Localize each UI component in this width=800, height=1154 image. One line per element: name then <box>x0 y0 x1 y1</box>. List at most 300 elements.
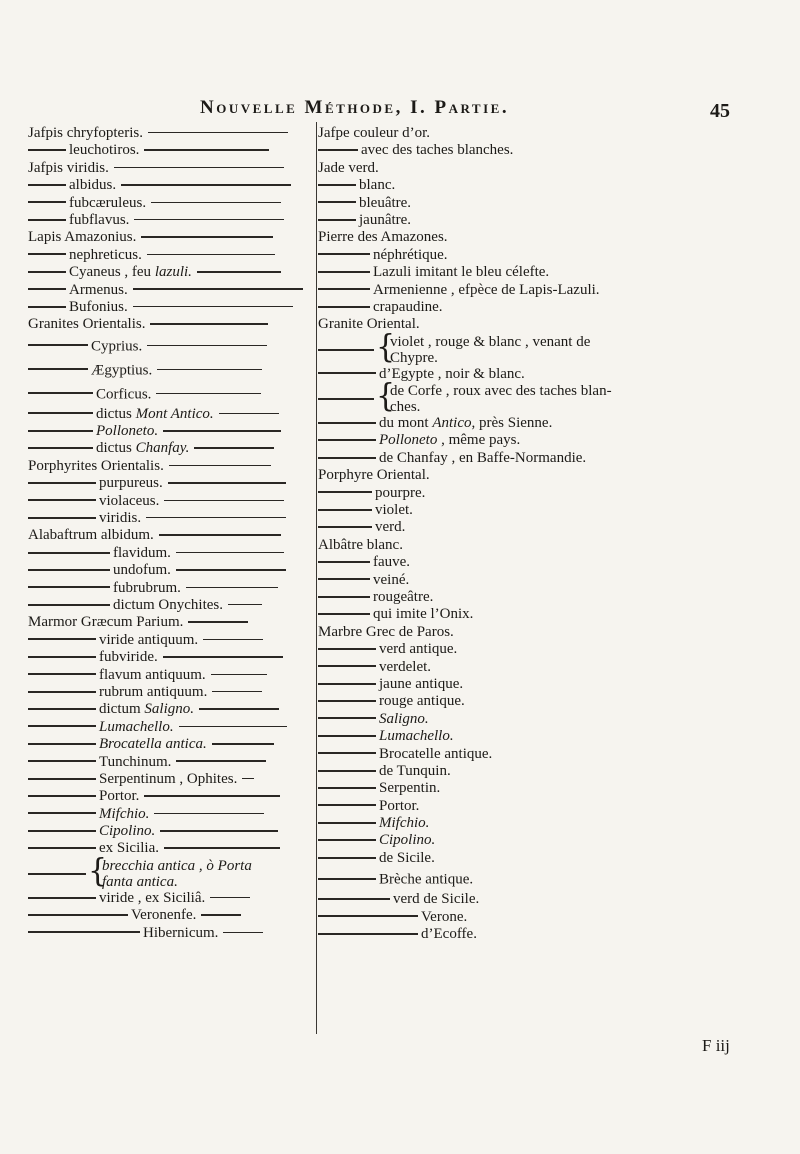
leader-rule <box>28 691 96 693</box>
entry-text: Granite Oriental. <box>318 316 420 333</box>
entry-line <box>318 693 652 710</box>
entry-line <box>318 641 652 658</box>
leader-rule <box>28 184 66 186</box>
leader-rule <box>318 933 418 935</box>
entry-text: viride , ex Siciliâ. <box>99 889 206 906</box>
dash-rule <box>210 897 250 899</box>
entry-text: Serpentin. <box>379 780 441 797</box>
entry-text: de Sicile. <box>379 849 435 866</box>
dash-rule <box>151 202 281 204</box>
leader-rule <box>28 897 96 899</box>
entry-line <box>318 177 652 194</box>
leader-rule <box>318 271 370 273</box>
leader-rule <box>318 372 376 374</box>
dash-rule <box>121 184 291 186</box>
entry-line <box>318 378 652 416</box>
entry-line <box>318 366 652 383</box>
leader-rule <box>318 288 370 290</box>
entry-text: Hibernicum. <box>143 924 219 941</box>
dash-rule <box>199 708 279 710</box>
dash-rule <box>164 847 280 849</box>
entry-text: fubrubrum. <box>113 579 181 596</box>
entry-text: Polloneto , même pays. <box>379 432 521 449</box>
entry-line <box>318 502 652 519</box>
entry-line <box>318 316 652 333</box>
leader-rule <box>318 578 370 580</box>
dash-rule <box>147 345 267 347</box>
entry-text: de Corfe , roux avec des taches blan- <box>390 383 612 400</box>
leader-rule <box>318 422 376 424</box>
leader-rule <box>318 915 418 917</box>
dash-rule <box>141 236 273 238</box>
entry-text: Marmor Græcum Parium. <box>28 614 184 631</box>
leader-rule <box>28 760 96 762</box>
leader-rule <box>318 898 390 900</box>
leader-rule <box>318 509 372 511</box>
entry-line <box>28 649 322 666</box>
entry-text: Lumachello. <box>99 718 174 735</box>
leader-rule <box>318 878 376 880</box>
entry-line <box>28 771 322 788</box>
leader-rule <box>318 804 376 806</box>
dash-rule <box>176 569 286 571</box>
entry-line <box>318 746 652 763</box>
entry-line <box>28 247 322 264</box>
entry-text: rougeâtre. <box>373 588 434 605</box>
entry-line <box>318 537 652 554</box>
entry-line <box>318 554 652 571</box>
entry-text: Portor. <box>379 797 420 814</box>
entry-text: flavidum. <box>113 544 171 561</box>
entry-line <box>318 624 652 641</box>
leader-rule <box>28 344 88 346</box>
entry-text: Bufonius. <box>69 298 128 315</box>
entry-text: Lapis Amazonius. <box>28 229 137 246</box>
leader-rule <box>318 770 376 772</box>
leader-rule <box>28 914 128 916</box>
entry-text: dictus Mont Antico. <box>96 405 214 422</box>
entry-line <box>28 316 322 333</box>
entry-text: de Chanfay , en Baffe-Normandie. <box>379 449 587 466</box>
entry-line <box>318 763 652 780</box>
entry-text: Serpentinum , Ophites. <box>99 770 238 787</box>
dash-rule <box>201 914 241 916</box>
entry-text: undofum. <box>113 562 171 579</box>
entry-text: Alabaftrum albidum. <box>28 527 154 544</box>
entry-text: jaune antique. <box>379 675 464 692</box>
entry-text: Granites Orientalis. <box>28 316 146 333</box>
entry-text: violaceus. <box>99 492 160 509</box>
dash-rule <box>133 288 303 290</box>
dash-rule <box>211 674 267 676</box>
entry-line <box>28 212 322 229</box>
french-column <box>318 125 652 943</box>
entry-line <box>28 852 322 890</box>
entry-line <box>28 719 322 736</box>
dash-rule <box>160 830 278 832</box>
entry-text: Mifchio. <box>99 805 150 822</box>
entry-text: fubviride. <box>99 649 158 666</box>
entry-line <box>28 299 322 316</box>
leader-rule <box>28 830 96 832</box>
dash-rule <box>144 149 269 151</box>
dash-rule <box>148 132 288 134</box>
leader-rule <box>28 931 140 933</box>
leader-rule <box>318 184 356 186</box>
entry-text: dictum Saligno. <box>99 701 195 718</box>
entry-line <box>28 493 322 510</box>
entry-line <box>318 832 652 849</box>
dash-rule <box>157 369 262 371</box>
entry-line <box>28 806 322 823</box>
entry-line <box>28 358 322 382</box>
leader-rule <box>318 349 374 351</box>
leader-rule <box>28 517 96 519</box>
dash-rule <box>212 691 262 693</box>
entry-text: d’Ecoffe. <box>421 926 477 943</box>
entry-line <box>318 467 652 484</box>
entry-text: fanta antica. <box>102 873 178 890</box>
entry-text: crapaudine. <box>373 298 443 315</box>
leader-rule <box>318 561 370 563</box>
entry-line <box>28 925 322 942</box>
dash-rule <box>146 517 286 519</box>
dash-rule <box>169 465 271 467</box>
entry-text: Armenus. <box>69 281 128 298</box>
entry-line <box>28 160 322 177</box>
page-number: 45 <box>710 100 730 122</box>
leader-rule <box>28 368 88 370</box>
entry-text: Chypre. <box>390 349 438 366</box>
leader-rule <box>28 604 110 606</box>
signature-mark: F iij <box>702 1036 730 1055</box>
brace-icon: { <box>376 378 396 415</box>
entry-text: flavum antiquum. <box>99 666 206 683</box>
dash-rule <box>197 271 281 273</box>
leader-rule <box>28 586 110 588</box>
dash-rule <box>150 323 268 325</box>
entry-line <box>28 423 322 440</box>
leader-rule <box>318 700 376 702</box>
entry-line <box>318 264 652 281</box>
entry-text: Corficus. <box>96 386 152 403</box>
entry-line <box>28 614 322 631</box>
leader-rule <box>28 795 96 797</box>
entry-text: Cipolino. <box>99 823 156 840</box>
entry-text: Pierre des Amazones. <box>318 229 448 246</box>
dash-rule <box>163 430 281 432</box>
leader-rule <box>28 743 96 745</box>
leader-rule <box>318 857 376 859</box>
dash-rule <box>134 219 284 221</box>
leader-rule <box>28 482 96 484</box>
brace-icon: { <box>376 328 396 366</box>
entry-line <box>318 572 652 589</box>
entry-text: dictus Chanfay. <box>96 440 190 457</box>
entry-line <box>28 736 322 753</box>
entry-text: Porphyrites Orientalis. <box>28 457 164 474</box>
entry-line <box>28 177 322 194</box>
entry-text: fauve. <box>373 554 411 571</box>
leader-rule <box>318 253 370 255</box>
leader-rule <box>318 596 370 598</box>
entry-text: Ægyptius. <box>91 362 153 379</box>
entry-text: blanc. <box>359 177 396 194</box>
entry-text: avec des taches blanches. <box>361 142 514 159</box>
entry-line <box>318 519 652 536</box>
entry-line <box>318 450 652 467</box>
entry-text: verd de Sicile. <box>393 891 480 908</box>
entry-text: Cyaneus , feu lazuli. <box>69 264 192 281</box>
entry-text: brecchia antica , ò Porta <box>102 857 252 874</box>
leader-rule <box>28 569 110 571</box>
entry-line <box>318 891 652 908</box>
entry-line <box>318 125 652 142</box>
leader-rule <box>28 847 96 849</box>
leader-rule <box>28 149 66 151</box>
entry-text: du mont Antico, près Sienne. <box>379 415 553 432</box>
leader-rule <box>318 648 376 650</box>
leader-rule <box>318 717 376 719</box>
entry-line <box>318 850 652 867</box>
entry-line <box>318 606 652 623</box>
entry-line <box>28 458 322 475</box>
leader-rule <box>28 306 66 308</box>
entry-line <box>28 475 322 492</box>
entry-line <box>28 754 322 771</box>
entry-line <box>318 328 652 366</box>
entry-text: Lazuli imitant le bleu célefte. <box>373 264 550 281</box>
dash-rule <box>156 393 261 395</box>
leader-rule <box>28 638 96 640</box>
entry-text: Mifchio. <box>379 815 430 832</box>
leader-rule <box>28 708 96 710</box>
leader-rule <box>28 778 96 780</box>
leader-rule <box>28 412 93 414</box>
leader-rule <box>318 201 356 203</box>
dash-rule <box>186 587 278 589</box>
leader-rule <box>318 457 376 459</box>
entry-text: rouge antique. <box>379 693 465 710</box>
leader-rule <box>28 873 86 875</box>
entry-text: Polloneto. <box>96 423 159 440</box>
dash-rule <box>179 726 287 728</box>
entry-line <box>28 382 322 406</box>
dash-rule <box>176 760 266 762</box>
entry-text: Brocatella antica. <box>99 736 207 753</box>
dash-rule <box>159 534 281 536</box>
latin-column <box>28 125 322 942</box>
leader-rule <box>28 271 66 273</box>
entry-text: d’Egypte , noir & blanc. <box>379 365 525 382</box>
entry-line <box>28 527 322 544</box>
entry-line <box>28 510 322 527</box>
entry-text: Tunchinum. <box>99 753 172 770</box>
leader-rule <box>318 306 370 308</box>
brace-icon: { <box>88 852 108 890</box>
entry-line <box>318 432 652 449</box>
entry-line <box>28 334 322 358</box>
leader-rule <box>318 398 374 400</box>
entry-text: fubflavus. <box>69 211 130 228</box>
leader-rule <box>318 735 376 737</box>
dash-rule <box>164 500 284 502</box>
entry-text: Brèche antique. <box>379 871 474 888</box>
entry-line <box>28 264 322 281</box>
entry-line <box>28 440 322 457</box>
dash-rule <box>154 813 264 815</box>
leader-rule <box>28 288 66 290</box>
entry-line <box>28 406 322 423</box>
leader-rule <box>28 552 110 554</box>
entry-text: Jafpe couleur d’or. <box>318 125 431 141</box>
entry-text: Porphyre Oriental. <box>318 467 430 484</box>
entry-line <box>28 597 322 614</box>
entry-line <box>318 909 652 926</box>
entry-line <box>318 195 652 212</box>
entry-line <box>318 212 652 229</box>
dash-rule <box>144 795 280 797</box>
dash-rule <box>114 167 284 169</box>
entry-line <box>28 840 322 857</box>
entry-text: Lumachello. <box>379 728 454 745</box>
leader-rule <box>28 499 96 501</box>
entry-text: Verone. <box>421 908 468 925</box>
dash-rule <box>228 604 262 606</box>
entry-line <box>28 907 322 924</box>
leader-rule <box>318 787 376 789</box>
entry-line <box>318 229 652 246</box>
entry-line <box>318 282 652 299</box>
entry-line <box>318 299 652 316</box>
entry-text: qui imite l’Onix. <box>373 606 474 623</box>
leader-rule <box>28 673 96 675</box>
leader-rule <box>28 812 96 814</box>
entry-text: Armenienne , efpèce de Lapis-Lazuli. <box>373 281 600 298</box>
entry-text: purpureus. <box>99 475 163 492</box>
entry-text: veiné. <box>373 571 410 588</box>
entry-text: de Tunquin. <box>379 762 451 779</box>
entry-line <box>318 926 652 943</box>
entry-line <box>28 229 322 246</box>
entry-text: ches. <box>390 399 421 416</box>
entry-line <box>28 580 322 597</box>
entry-line <box>318 676 652 693</box>
entry-text: albidus. <box>69 177 117 194</box>
running-head: Nouvelle Méthode, I. Partie. <box>200 97 510 118</box>
leader-rule <box>318 613 370 615</box>
entry-text: violet , rouge & blanc , venant de <box>390 333 591 350</box>
leader-rule <box>318 822 376 824</box>
entry-text: viride antiquum. <box>99 631 199 648</box>
dash-rule <box>168 482 286 484</box>
leader-rule <box>318 149 358 151</box>
entry-line <box>28 890 322 907</box>
dash-rule <box>133 306 293 308</box>
entry-line <box>318 659 652 676</box>
dash-rule <box>194 447 274 449</box>
entry-line <box>28 701 322 718</box>
entry-text: Brocatelle antique. <box>379 745 493 762</box>
entry-line <box>318 780 652 797</box>
entry-text: verd. <box>375 519 406 536</box>
leader-rule <box>318 439 376 441</box>
leader-rule <box>318 839 376 841</box>
leader-rule <box>28 430 93 432</box>
entry-text: Veronenfe. <box>131 907 197 924</box>
entry-line <box>318 485 652 502</box>
leader-rule <box>28 447 93 449</box>
leader-rule <box>28 201 66 203</box>
entry-line <box>318 415 652 432</box>
leader-rule <box>28 392 93 394</box>
leader-rule <box>318 665 376 667</box>
entry-text: violet. <box>375 502 413 519</box>
entry-line <box>28 823 322 840</box>
dash-rule <box>219 413 279 415</box>
entry-line <box>28 282 322 299</box>
entry-text: Albâtre blanc. <box>318 536 403 553</box>
entry-text: verd antique. <box>379 641 458 658</box>
entry-line <box>318 798 652 815</box>
leader-rule <box>318 683 376 685</box>
dash-rule <box>212 743 274 745</box>
dash-rule <box>188 621 248 623</box>
dash-rule <box>147 254 275 256</box>
entry-text: rubrum antiquum. <box>99 683 208 700</box>
entry-text: néphrétique. <box>373 246 448 263</box>
dash-rule <box>163 656 283 658</box>
entry-line <box>28 142 322 159</box>
entry-text: fubcæruleus. <box>69 194 147 211</box>
entry-line <box>28 788 322 805</box>
entry-line <box>318 728 652 745</box>
leader-rule <box>318 526 372 528</box>
entry-text: viridis. <box>99 510 142 527</box>
entry-text: jaunâtre. <box>359 211 412 228</box>
dash-rule <box>242 778 254 780</box>
entry-line <box>28 632 322 649</box>
leader-rule <box>318 752 376 754</box>
column-rule <box>316 122 317 1034</box>
entry-text: dictum Onychites. <box>113 596 223 613</box>
entry-line <box>28 667 322 684</box>
entry-text: Jafpis viridis. <box>28 159 109 176</box>
entry-text: nephreticus. <box>69 246 142 263</box>
entry-line <box>318 142 652 159</box>
entry-line <box>28 545 322 562</box>
entry-text: leuchotiros. <box>69 142 140 159</box>
leader-rule <box>28 219 66 221</box>
leader-rule <box>318 219 356 221</box>
entry-line <box>318 711 652 728</box>
entry-line <box>28 562 322 579</box>
entry-text: Cipolino. <box>379 832 436 849</box>
entry-line <box>318 589 652 606</box>
entry-text: bleuâtre. <box>359 194 412 211</box>
entry-text: verdelet. <box>379 658 432 675</box>
leader-rule <box>318 491 372 493</box>
entry-line <box>28 195 322 212</box>
entry-text: Jafpis chryfopteris. <box>28 125 143 141</box>
leader-rule <box>28 253 66 255</box>
dash-rule <box>176 552 284 554</box>
entry-text: Marbre Grec de Paros. <box>318 623 454 640</box>
entry-text: ex Sicilia. <box>99 840 159 857</box>
entry-text: pourpre. <box>375 484 426 501</box>
entry-text: Portor. <box>99 788 140 805</box>
entry-line <box>318 160 652 177</box>
